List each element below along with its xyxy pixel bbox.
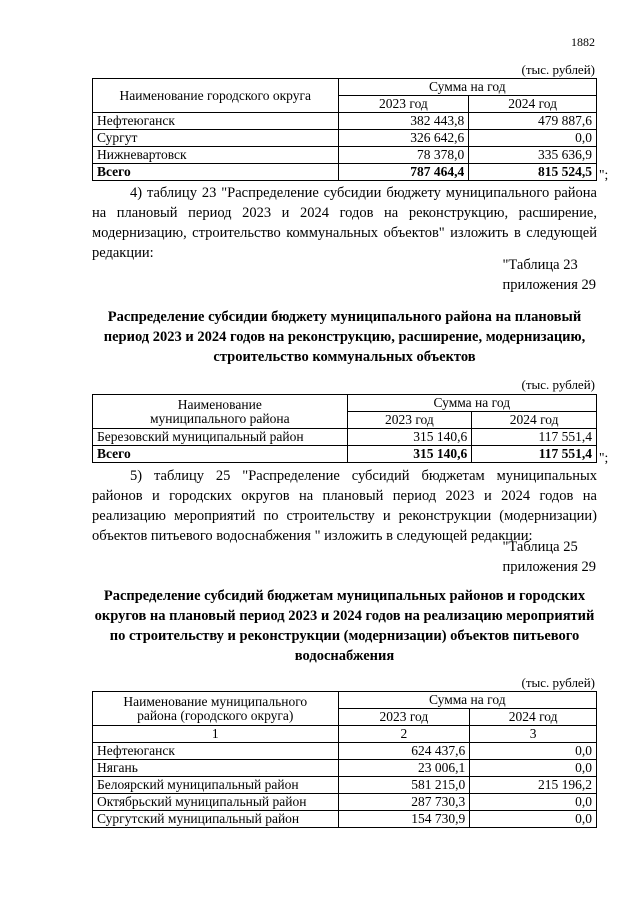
row-value-2023: 581 215,0 xyxy=(338,777,470,794)
table-23-title: Распределение субсидии бюджету муниципального района на плановый период 2023 и 2024 годов на реконструкцию, расширение, модернизацию, строительство коммунальных объектов xyxy=(103,309,586,365)
page-number: 1882 xyxy=(571,35,595,49)
row-value-2024: 479 887,6 xyxy=(469,113,597,130)
header-name-line2: района (городского округа) xyxy=(137,707,294,723)
table-row xyxy=(93,147,597,164)
header-year-2023: 2023 год xyxy=(338,96,469,113)
column-number-1: 1 xyxy=(93,726,339,743)
header-sum: Сумма на год xyxy=(347,395,596,412)
header-year-2024: 2024 год xyxy=(469,96,597,113)
row-value-2023: 23 006,1 xyxy=(338,760,470,777)
total-label: Всего xyxy=(93,164,339,181)
row-value-2023: 154 730,9 xyxy=(338,811,470,828)
total-value-2023: 787 464,4 xyxy=(338,164,469,181)
row-name: Нягань xyxy=(93,760,339,777)
header-year-2024: 2024 год xyxy=(470,709,597,726)
unit-label: (тыс. рублей) xyxy=(521,377,595,392)
table-23-ref-line1: "Таблица 23 xyxy=(502,257,578,273)
total-value-2024: 815 524,5 xyxy=(469,164,597,181)
header-sum: Сумма на год xyxy=(338,692,596,709)
header-year-2023: 2023 год xyxy=(338,709,470,726)
header-sum: Сумма на год xyxy=(338,79,596,96)
column-number-2: 2 xyxy=(338,726,470,743)
table-row xyxy=(93,777,597,794)
table-23-reference xyxy=(503,255,596,295)
table-municipal-district xyxy=(92,394,597,463)
row-name: Нефтеюганск xyxy=(93,113,339,130)
header-name-line2: муниципального района xyxy=(149,410,290,426)
table-row xyxy=(93,113,597,130)
paragraph-5: 5) таблицу 25 "Распределение субсидий бюджетам муниципальных районов и городских округов на плановый период 2023 и 2024 годов на реализацию мероприятий по строительству и реконструкции (модернизации) объектов питьевого водоснабжения " изложить в следующей редакции: xyxy=(92,468,597,544)
row-value-2023: 326 642,6 xyxy=(338,130,469,147)
row-value-2024: 0,0 xyxy=(470,811,597,828)
table-row xyxy=(93,794,597,811)
total-value-2024: 117 551,4 xyxy=(472,446,597,463)
total-row xyxy=(93,446,597,463)
total-value-2023: 315 140,6 xyxy=(347,446,472,463)
row-name: Нефтеюганск xyxy=(93,743,339,760)
paragraph-4: 4) таблицу 23 "Распределение субсидии бюджету муниципального района на плановый период 2023 и 2024 годов на реконструкцию, расширение, модернизацию, строительство коммунальных объектов" изложить в следующей редакции: xyxy=(92,185,597,261)
table-city-districts xyxy=(92,78,597,181)
header-name-line1: Наименование муниципального xyxy=(123,693,308,709)
column-number-row xyxy=(93,726,597,743)
header-name xyxy=(93,692,339,726)
row-name: Октябрьский муниципальный район xyxy=(93,794,339,811)
row-value-2024: 335 636,9 xyxy=(469,147,597,164)
table-25-reference xyxy=(503,537,596,577)
table-row xyxy=(93,811,597,828)
table-25-ref-line2: приложения 29 xyxy=(502,559,596,575)
row-value-2024: 117 551,4 xyxy=(472,429,597,446)
row-value-2024: 0,0 xyxy=(470,760,597,777)
header-name xyxy=(93,395,348,429)
header-year-2024: 2024 год xyxy=(472,412,597,429)
header-name-line1: Наименование xyxy=(177,396,262,412)
row-name: Сургут xyxy=(93,130,339,147)
header-name: Наименование городского округа xyxy=(93,79,339,113)
row-name: Сургутский муниципальный район xyxy=(93,811,339,828)
row-name: Нижневартовск xyxy=(93,147,339,164)
table-row xyxy=(93,429,597,446)
unit-label: (тыс. рублей) xyxy=(521,62,595,77)
column-number-3: 3 xyxy=(470,726,597,743)
row-value-2023: 78 378,0 xyxy=(338,147,469,164)
total-label: Всего xyxy=(93,446,348,463)
table-23-ref-line2: приложения 29 xyxy=(502,277,596,293)
row-name: Березовский муниципальный район xyxy=(93,429,348,446)
row-value-2023: 382 443,8 xyxy=(338,113,469,130)
row-value-2024: 215 196,2 xyxy=(470,777,597,794)
row-value-2024: 0,0 xyxy=(470,794,597,811)
table-water-supply xyxy=(92,691,597,828)
total-row xyxy=(93,164,597,181)
closing-quote: "; xyxy=(599,167,609,182)
row-value-2023: 624 437,6 xyxy=(338,743,470,760)
header-year-2023: 2023 год xyxy=(347,412,472,429)
table-row xyxy=(93,743,597,760)
table-row xyxy=(93,130,597,147)
closing-quote: "; xyxy=(599,450,609,465)
unit-label: (тыс. рублей) xyxy=(521,675,595,690)
row-value-2024: 0,0 xyxy=(469,130,597,147)
row-value-2024: 0,0 xyxy=(470,743,597,760)
table-25-ref-line1: "Таблица 25 xyxy=(502,539,578,555)
row-name: Белоярский муниципальный район xyxy=(93,777,339,794)
row-value-2023: 315 140,6 xyxy=(347,429,472,446)
row-value-2023: 287 730,3 xyxy=(338,794,470,811)
table-row xyxy=(93,760,597,777)
table-25-title: Распределение субсидий бюджетам муниципальных районов и городских округов на плановый период 2023 и 2024 годов на реализацию мероприятий по строительству и реконструкции (модернизации) объектов питьевого водоснабжения xyxy=(94,588,595,664)
